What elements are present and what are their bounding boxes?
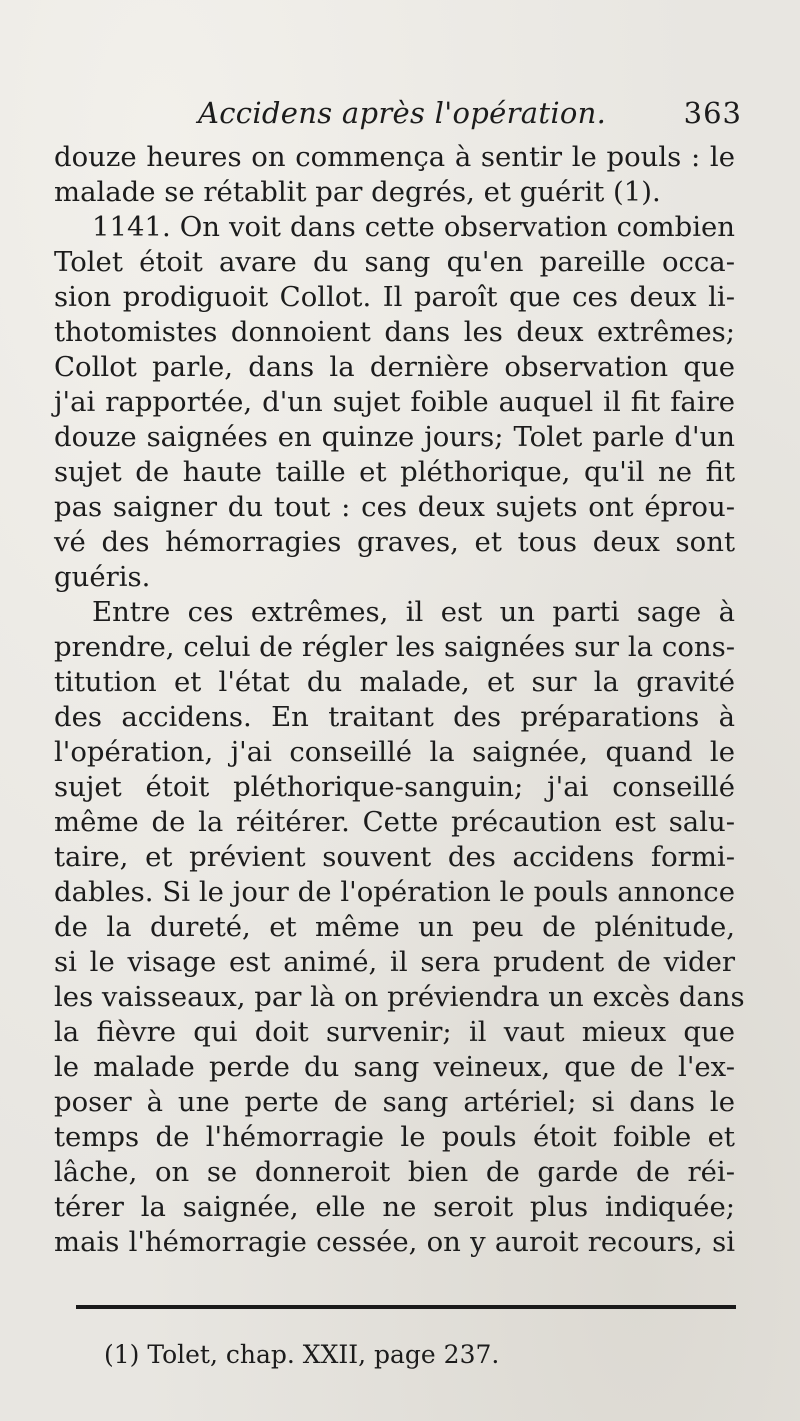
text-line: si le visage est animé, il sera prudent de vider xyxy=(54,946,735,978)
text-line: sujet de haute taille et pléthorique, qu'il ne fit xyxy=(54,456,735,488)
text-line: sujet étoit pléthorique-sanguin; j'ai conseillé xyxy=(54,771,735,803)
footnote: (1) Tolet, chap. XXII, page 237. xyxy=(104,1340,500,1369)
text-line: la fièvre qui doit survenir; il vaut mieux que xyxy=(54,1016,735,1048)
text-line: Tolet étoit avare du sang qu'en pareille occa- xyxy=(54,246,735,278)
text-line: taire, et prévient souvent des accidens formi- xyxy=(54,841,735,873)
text-line: lâche, on se donneroit bien de garde de réi- xyxy=(54,1156,735,1188)
text-line: temps de l'hémorragie le pouls étoit foible et xyxy=(54,1121,735,1153)
text-line: sion prodiguoit Collot. Il paroît que ces deux li- xyxy=(54,281,735,313)
text-line: même de la réitérer. Cette précaution est salu- xyxy=(54,806,735,838)
running-title: Accidens après l'opération. xyxy=(198,96,607,130)
text-line: titution et l'état du malade, et sur la gravité xyxy=(54,666,735,698)
text-line: térer la saignée, elle ne seroit plus indiquée; xyxy=(54,1191,735,1223)
text-line: poser à une perte de sang artériel; si dans le xyxy=(54,1086,735,1118)
text-line: vé des hémorragies graves, et tous deux sont xyxy=(54,526,735,558)
text-line: mais l'hémorragie cessée, on y auroit recours, si xyxy=(54,1226,735,1258)
text-line: les vaisseaux, par là on préviendra un excès dans xyxy=(54,981,745,1013)
text-line: douze saignées en quinze jours; Tolet parle d'un xyxy=(54,421,735,453)
text-line: malade se rétablit par degrés, et guérit (1). xyxy=(54,176,661,208)
text-line: j'ai rapportée, d'un sujet foible auquel il fit faire xyxy=(54,386,735,418)
body-text xyxy=(54,140,745,1260)
text-line: le malade perde du sang veineux, que de l'ex- xyxy=(54,1051,735,1083)
text-line: guéris. xyxy=(54,561,151,593)
text-line: dables. Si le jour de l'opération le pouls annonce xyxy=(54,876,735,908)
text-line: douze heures on commença à sentir le pouls : le xyxy=(54,141,735,173)
text-line: 1141. On voit dans cette observation combien xyxy=(92,211,735,243)
text-line: de la dureté, et même un peu de plénitude, xyxy=(54,911,735,943)
text-line: thotomistes donnoient dans les deux extrêmes; xyxy=(54,316,735,348)
text-line: Collot parle, dans la dernière observation que xyxy=(54,351,735,383)
footnote-divider xyxy=(76,1305,736,1309)
page-header xyxy=(48,96,748,140)
text-line: prendre, celui de régler les saignées sur la cons- xyxy=(54,631,735,663)
text-line: l'opération, j'ai conseillé la saignée, quand le xyxy=(54,736,735,768)
text-line: des accidens. En traitant des préparations à xyxy=(54,701,735,733)
text-line: pas saigner du tout : ces deux sujets ont éprou- xyxy=(54,491,735,523)
text-line: Entre ces extrêmes, il est un parti sage à xyxy=(92,596,735,628)
page-number: 363 xyxy=(683,96,742,130)
